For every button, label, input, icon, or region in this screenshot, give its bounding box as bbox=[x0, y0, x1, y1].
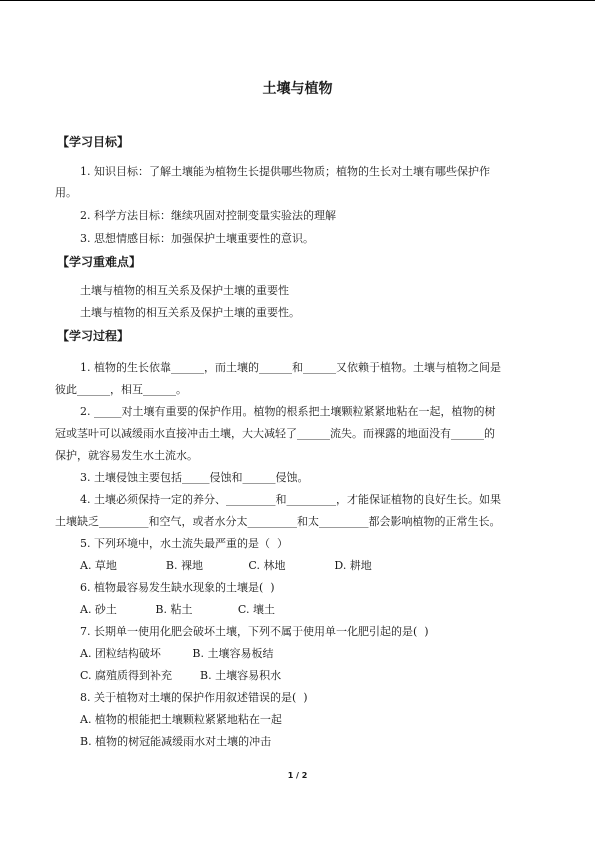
process-line: 彼此______，相互______。 bbox=[55, 383, 187, 396]
process-line: 7. 长期单一使用化肥会破坏土壤，下列不属于使用单一化肥引起的是( ) bbox=[80, 625, 429, 638]
page-title: 土壤与植物 bbox=[262, 81, 333, 97]
top-rule bbox=[0, 0, 595, 1]
process-line: 2. _____对土壤有重要的保护作用。植物的根系把土壤颗粒紧紧地粘在一起，植物的树 bbox=[80, 405, 496, 418]
process-line: 5. 下列环境中，水土流失最严重的是（ ） bbox=[80, 537, 288, 550]
choice-line: A. 团粒结构破坏 B. 土壤容易板结 bbox=[80, 647, 274, 660]
key-point-line: 土壤与植物的相互关系及保护土壤的重要性。 bbox=[80, 306, 300, 319]
choice-line: A. 草地 B. 裸地 C. 林地 D. 耕地 bbox=[80, 559, 372, 572]
key-point-line: 土壤与植物的相互关系及保护土壤的重要性 bbox=[80, 284, 289, 297]
objective-line: 2. 科学方法目标：继续巩固对控制变量实验法的理解 bbox=[80, 209, 336, 222]
process-line: 冠或茎叶可以减缓雨水直接冲击土壤，大大减轻了______流失。而裸露的地面没有______的 bbox=[55, 427, 495, 440]
objective-line: 3. 思想情感目标：加强保护土壤重要性的意识。 bbox=[80, 232, 314, 245]
section-heading-key-points: 【学习重难点】 bbox=[57, 255, 142, 269]
choice-line: B. 植物的树冠能减缓雨水对土壤的冲击 bbox=[80, 735, 272, 748]
process-line: 3. 土壤侵蚀主要包括_____侵蚀和______侵蚀。 bbox=[80, 471, 309, 484]
section-heading-process: 【学习过程】 bbox=[57, 329, 130, 343]
objective-line: 1. 知识目标：了解土壤能为植物生长提供哪些物质；植物的生长对土壤有哪些保护作 bbox=[80, 165, 490, 178]
process-line: 4. 土壤必须保持一定的养分、_________和_________，才能保证植物的良好生长。如果 bbox=[80, 493, 501, 506]
process-line: 6. 植物最容易发生缺水现象的土壤是( ) bbox=[80, 581, 275, 594]
process-line: 土壤缺乏_________和空气，或者水分太_________和太_________都会影响植物的正常生长。 bbox=[55, 515, 501, 528]
process-line: 1. 植物的生长依靠______，而土壤的______和______又依赖于植物。土壤与植物之间是 bbox=[80, 361, 501, 374]
choice-line: A. 砂土 B. 粘土 C. 壤土 bbox=[80, 603, 275, 616]
choice-line: C. 腐殖质得到补充 B. 土壤容易积水 bbox=[80, 669, 282, 682]
process-line: 8. 关于植物对土壤的保护作用叙述错误的是( ) bbox=[80, 691, 308, 704]
choice-line: A. 植物的根能把土壤颗粒紧紧地粘在一起 bbox=[80, 713, 282, 726]
page-number: 1 / 2 bbox=[287, 771, 308, 780]
section-heading-objectives: 【学习目标】 bbox=[57, 135, 130, 149]
objective-line: 用。 bbox=[55, 186, 77, 199]
process-line: 保护，就容易发生水土流水。 bbox=[55, 449, 198, 462]
